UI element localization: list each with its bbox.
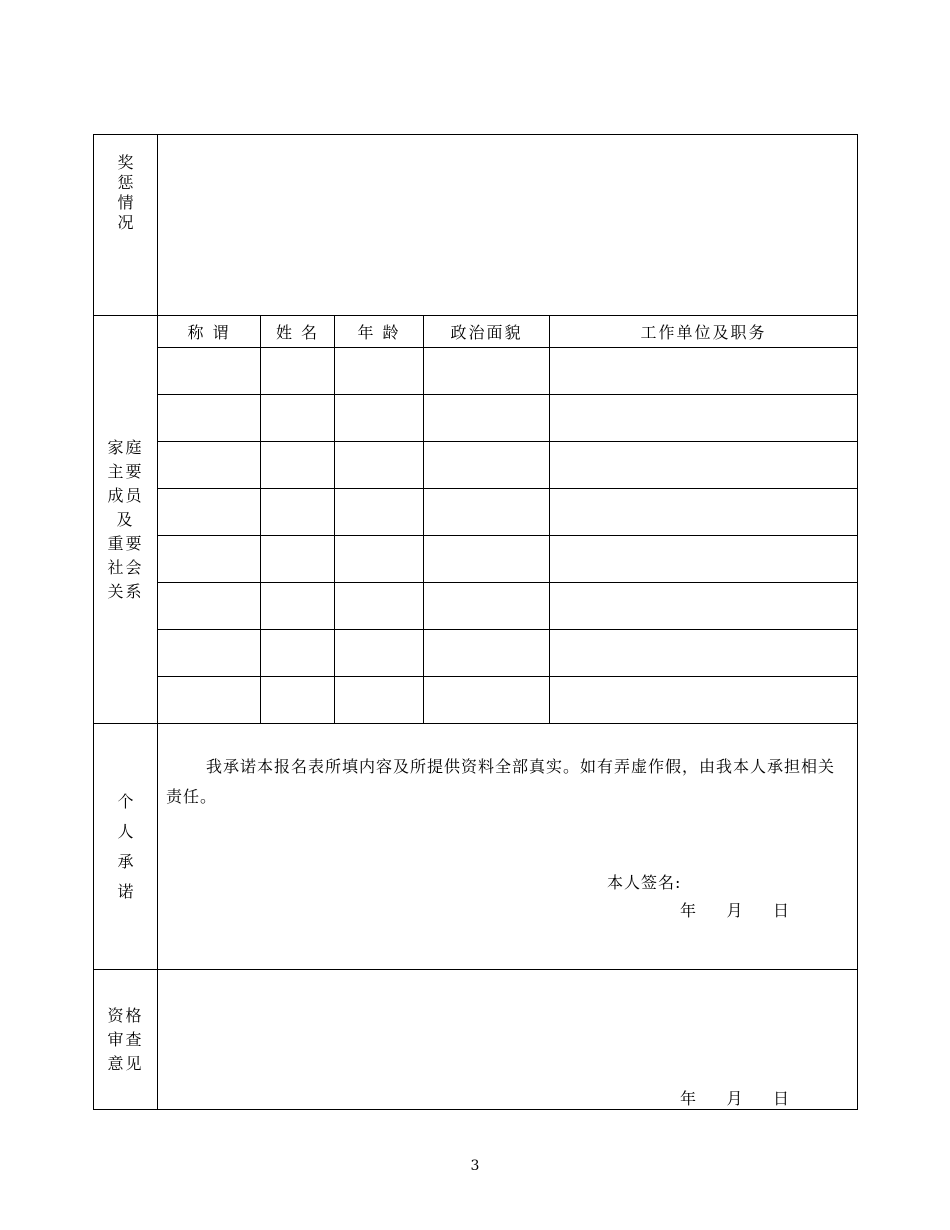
awards-row — [94, 135, 858, 316]
age-cell[interactable] — [335, 489, 424, 536]
relation-cell[interactable] — [158, 536, 261, 583]
relation-cell[interactable] — [158, 395, 261, 442]
awards-label-char: 奖 — [117, 153, 134, 172]
name-cell[interactable] — [261, 348, 335, 395]
review-label-line: 审查 — [107, 1029, 144, 1049]
political-cell[interactable] — [424, 536, 550, 583]
political-cell[interactable] — [424, 630, 550, 677]
family-row — [94, 630, 858, 677]
relation-cell[interactable] — [158, 489, 261, 536]
family-label-line: 关系 — [107, 581, 144, 601]
work-unit-cell[interactable] — [550, 395, 858, 442]
registration-form-table — [93, 134, 858, 1110]
family-row — [94, 489, 858, 536]
work-unit-cell[interactable] — [550, 677, 858, 724]
name-cell[interactable] — [261, 630, 335, 677]
family-label-line: 成员 — [107, 485, 144, 505]
family-row — [94, 395, 858, 442]
name-cell[interactable] — [261, 489, 335, 536]
political-cell[interactable] — [424, 348, 550, 395]
age-cell[interactable] — [335, 348, 424, 395]
review-label-line: 意见 — [107, 1053, 144, 1073]
family-header-row — [94, 316, 858, 348]
work-unit-cell[interactable] — [550, 489, 858, 536]
promise-label-char: 人 — [117, 821, 134, 841]
promise-label-char: 承 — [117, 851, 134, 871]
age-cell[interactable] — [335, 583, 424, 630]
awards-label — [94, 135, 158, 316]
political-cell[interactable] — [424, 395, 550, 442]
work-unit-cell[interactable] — [550, 442, 858, 489]
age-cell[interactable] — [335, 442, 424, 489]
relation-cell[interactable] — [158, 630, 261, 677]
review-date-line: 年 月 日 — [680, 1089, 790, 1108]
family-label-line: 社会 — [107, 557, 144, 577]
family-label-line: 重要 — [107, 533, 144, 553]
promise-row — [94, 724, 858, 970]
family-label — [94, 316, 158, 724]
political-cell[interactable] — [424, 677, 550, 724]
review-label — [94, 970, 158, 1110]
name-cell[interactable] — [261, 395, 335, 442]
work-unit-cell[interactable] — [550, 536, 858, 583]
family-label-line: 及 — [116, 509, 135, 529]
family-row — [94, 348, 858, 395]
promise-label-char: 诺 — [117, 881, 134, 901]
family-row — [94, 677, 858, 724]
work-unit-cell[interactable] — [550, 348, 858, 395]
review-row — [94, 970, 858, 1110]
age-cell[interactable] — [335, 630, 424, 677]
family-label-line: 家庭 — [107, 437, 144, 457]
work-unit-cell[interactable] — [550, 630, 858, 677]
age-cell[interactable] — [335, 536, 424, 583]
name-cell[interactable] — [261, 536, 335, 583]
header-age: 年 龄 — [335, 316, 424, 348]
review-content-field[interactable] — [158, 970, 858, 1110]
relation-cell[interactable] — [158, 583, 261, 630]
promise-label — [94, 724, 158, 970]
relation-cell[interactable] — [158, 442, 261, 489]
header-political-status: 政治面貌 — [424, 316, 550, 348]
name-cell[interactable] — [261, 677, 335, 724]
promise-label-char: 个 — [117, 791, 134, 811]
family-row — [94, 583, 858, 630]
age-cell[interactable] — [335, 395, 424, 442]
page-number: 3 — [470, 1158, 480, 1174]
awards-label-char: 况 — [117, 213, 134, 232]
signature-label: 本人签名: — [607, 873, 682, 892]
awards-label-char: 情 — [117, 193, 134, 212]
promise-content — [158, 724, 858, 970]
relation-cell[interactable] — [158, 677, 261, 724]
work-unit-cell[interactable] — [550, 583, 858, 630]
promise-date-line: 年 月 日 — [680, 901, 790, 920]
name-cell[interactable] — [261, 442, 335, 489]
header-work-unit: 工作单位及职务 — [550, 316, 858, 348]
promise-text: 我承诺本报名表所填内容及所提供资料全部真实。如有弄虚作假，由我本人承担相关责任。 — [166, 757, 836, 806]
political-cell[interactable] — [424, 583, 550, 630]
political-cell[interactable] — [424, 489, 550, 536]
review-label-line: 资格 — [107, 1005, 144, 1025]
awards-label-char: 惩 — [117, 173, 134, 192]
political-cell[interactable] — [424, 442, 550, 489]
family-label-line: 主要 — [107, 461, 144, 481]
header-relation: 称 谓 — [158, 316, 261, 348]
family-row — [94, 536, 858, 583]
age-cell[interactable] — [335, 677, 424, 724]
awards-content-field[interactable] — [158, 135, 858, 316]
family-row — [94, 442, 858, 489]
relation-cell[interactable] — [158, 348, 261, 395]
name-cell[interactable] — [261, 583, 335, 630]
header-name: 姓 名 — [261, 316, 335, 348]
